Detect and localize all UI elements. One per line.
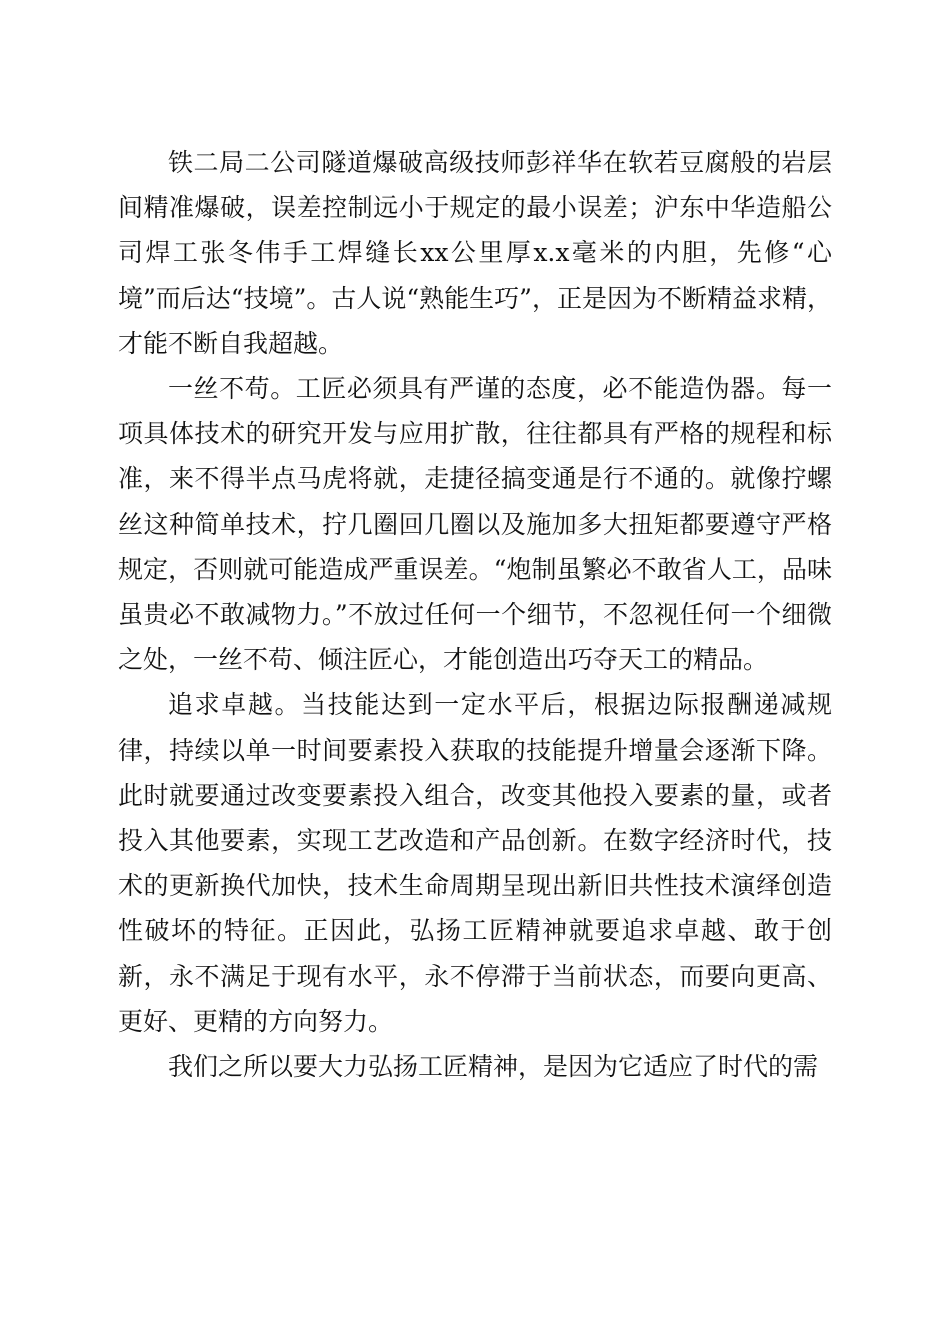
paragraph-precision-examples: 铁二局二公司隧道爆破高级技师彭祥华在软若豆腐般的岩层间精准爆破，误差控制远小于规定的最小误差；沪东中华造船公司焊工张冬伟手工焊缝长xx公里厚x.x毫米的内胆，先修“心境”而后达“技境”。古人说“熟能生巧”，正是因为不断精益求精，才能不断自我超越。 xyxy=(118,148,832,358)
paragraph-pursue-excellence: 追求卓越。当技能达到一定水平后，根据边际报酬递减规律，持续以单一时间要素投入获取的技能提升增量会逐渐下降。此时就要通过改变要素投入组合，改变其他投入要素的量，或者投入其他要素，实现工艺改造和产品创新。在数字经济时代，技术的更新换代加快，技术生命周期呈现出新旧共性技术演绎创造性破坏的特征。正因此，弘扬工匠精神就要追求卓越、敢于创新，永不满足于现有水平，永不停滞于当前状态，而要向更高、更好、更精的方向努力。 xyxy=(118,690,832,1036)
paragraph-why-promote: 我们之所以要大力弘扬工匠精神，是因为它适应了时代的需 xyxy=(168,1052,819,1082)
paragraph-meticulous: 一丝不苟。工匠必须具有严谨的态度，必不能造伪器。每一项具体技术的研究开发与应用扩散，往往都具有严格的规程和标准，来不得半点马虎将就，走捷径搞变通是行不通的。就像拧螺丝这种简单技术，拧几圈回几圈以及施加多大扭矩都要遵守严格规定，否则就可能造成严重误差。“炮制虽繁必不敢省人工，品味虽贵必不敢减物力。”不放过任何一个细节，不忽视任何一个细微之处，一丝不苟、倾注匠心，才能创造出巧夺天工的精品。 xyxy=(118,374,832,675)
document-body xyxy=(118,140,832,1089)
